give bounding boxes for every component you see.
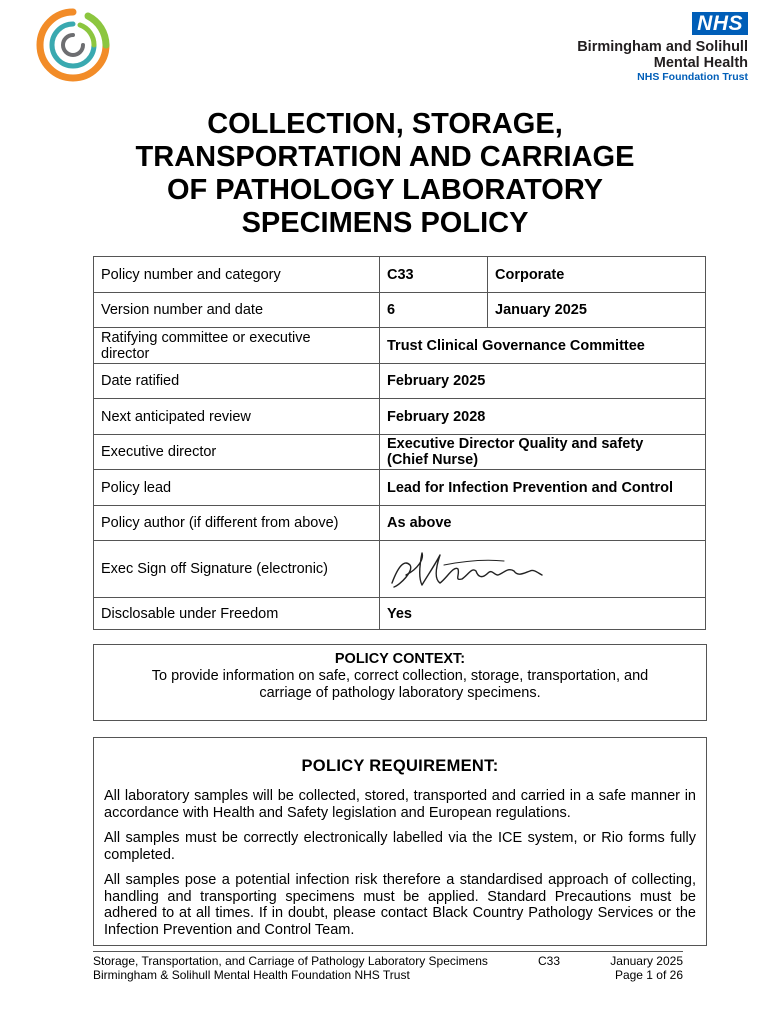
date-ratified-label: Date ratified xyxy=(94,364,380,399)
disclosable-label: Disclosable under Freedom xyxy=(94,598,380,630)
document-title xyxy=(90,108,680,240)
title-line: TRANSPORTATION AND CARRIAGE xyxy=(135,141,635,173)
version-date-value: January 2025 xyxy=(488,293,706,328)
policy-lead-label: Policy lead xyxy=(94,470,380,506)
policy-metadata-table xyxy=(93,256,706,630)
page-footer xyxy=(93,951,683,982)
table-row xyxy=(94,470,706,506)
signature-image xyxy=(384,545,554,595)
exec-director-value xyxy=(380,435,706,470)
date-ratified-value: February 2025 xyxy=(380,364,706,399)
table-row xyxy=(94,598,706,630)
table-row xyxy=(94,541,706,598)
policy-number-label: Policy number and category xyxy=(94,257,380,293)
table-row xyxy=(94,293,706,328)
table-row xyxy=(94,328,706,364)
ratifying-label xyxy=(94,328,380,364)
policy-author-label: Policy author (if different from above) xyxy=(94,506,380,541)
ratifying-label-line2: director xyxy=(101,345,150,362)
org-name-line3: NHS Foundation Trust xyxy=(637,71,748,83)
version-value: 6 xyxy=(380,293,488,328)
footer-page-number: Page 1 of 26 xyxy=(614,968,683,982)
table-row xyxy=(94,435,706,470)
ratifying-label-line1: Ratifying committee or executive xyxy=(101,329,311,346)
signoff-label: Exec Sign off Signature (electronic) xyxy=(94,541,380,598)
org-name-line2: Mental Health xyxy=(653,55,748,71)
policy-number-value: C33 xyxy=(380,257,488,293)
title-line: COLLECTION, STORAGE, xyxy=(207,108,563,140)
nhs-logo: NHS xyxy=(692,12,748,35)
org-name-line1: Birmingham and Solihull xyxy=(577,39,748,55)
footer-date: January 2025 xyxy=(610,954,683,968)
version-label: Version number and date xyxy=(94,293,380,328)
table-row xyxy=(94,506,706,541)
requirement-paragraph: All samples pose a potential infection risk therefore a standardised approach of collecting, handling and transporting specimens must be applied. Standard Precautions must be adhered to at all times. If in doubt, please contact Black Country Pathology Services or the Infection Prevention and Control Team. xyxy=(104,872,696,938)
ratifying-value: Trust Clinical Governance Committee xyxy=(380,328,706,364)
policy-author-value: As above xyxy=(380,506,706,541)
footer-doc-title: Storage, Transportation, and Carriage of Pathology Laboratory Specimens xyxy=(93,954,488,968)
disclosable-value: Yes xyxy=(380,598,706,630)
policy-requirement-heading: POLICY REQUIREMENT: xyxy=(301,757,499,775)
requirement-paragraph: All laboratory samples will be collected, stored, transported and carried in a safe manner in accordance with Health and Safety legislation and European regulations. xyxy=(104,788,696,821)
policy-context-body: To provide information on safe, correct collection, storage, transportation, and carriage of pathology laboratory specimens. xyxy=(151,668,649,701)
policy-context-box xyxy=(93,644,707,721)
exec-director-line2: (Chief Nurse) xyxy=(387,452,479,468)
title-line: OF PATHOLOGY LABORATORY xyxy=(166,174,604,206)
signature-cell xyxy=(380,541,706,598)
footer-code: C33 xyxy=(538,954,561,968)
next-review-value: February 2028 xyxy=(380,399,706,435)
next-review-label: Next anticipated review xyxy=(94,399,380,435)
policy-requirement-box xyxy=(93,737,707,946)
policy-category-value: Corporate xyxy=(488,257,706,293)
table-row xyxy=(94,364,706,399)
exec-director-label: Executive director xyxy=(94,435,380,470)
trust-swirl-logo-icon xyxy=(36,8,110,82)
exec-director-line1: Executive Director Quality and safety xyxy=(387,436,644,452)
policy-context-heading: POLICY CONTEXT: xyxy=(334,651,466,667)
trust-branding xyxy=(577,12,748,84)
title-line: SPECIMENS POLICY xyxy=(241,207,529,239)
footer-org: Birmingham & Solihull Mental Health Foundation NHS Trust xyxy=(93,968,410,982)
policy-lead-value: Lead for Infection Prevention and Control xyxy=(380,470,706,506)
table-row xyxy=(94,399,706,435)
requirement-paragraph: All samples must be correctly electronically labelled via the ICE system, or Rio forms fully completed. xyxy=(104,830,696,863)
table-row xyxy=(94,257,706,293)
